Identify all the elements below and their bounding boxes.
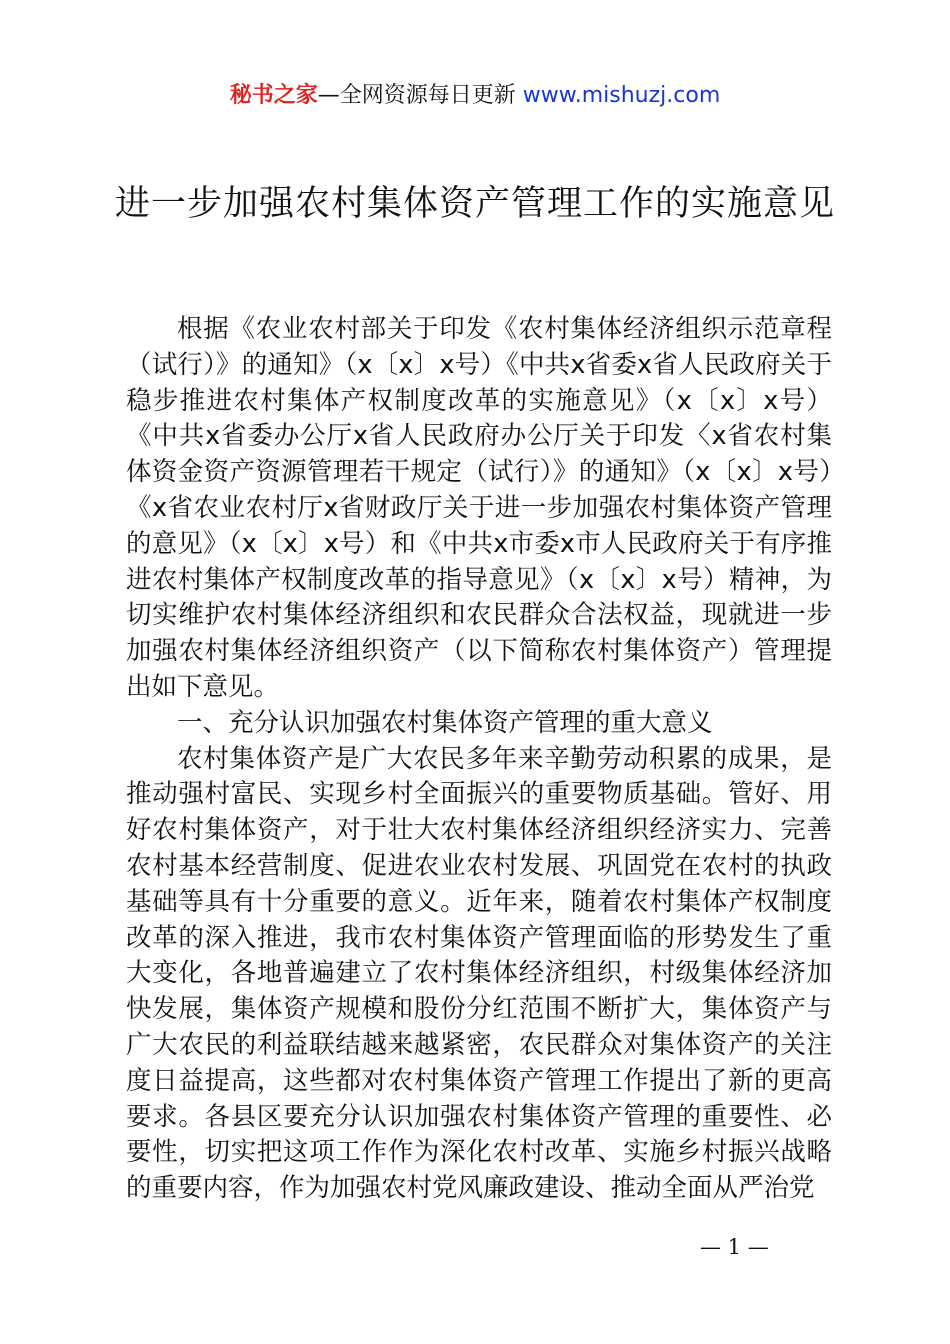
section-heading-1: 一、充分认识加强农村集体资产管理的重大意义	[177, 707, 713, 738]
intro-paragraph: 根据《农业农村部关于印发《农村集体经济组织示范章程（试行）》的通知》（x〔x〕x号）《中共x省委x省人民政府关于稳步推进农村集体产权制度改革的实施意见》（x〔x〕x号）《中共x省委办公厅x省人民政府办公厅关于印发〈x省农村集体资金资产资源管理若干规定（试行）》的通知》（x〔x〕x号）《x省农业农村厅x省财政厅关于进一步加强农村集体资产管理的意见》（x〔x〕x号）和《中共x市委x市人民政府关于有序推进农村集体产权制度改革的指导意见》（x〔x〕x号）精神，为切实维护农村集体经济组织和农民群众合法权益，现就进一步加强农村集体经济组织资产（以下简称农村集体资产）管理提出如下意见。	[126, 314, 832, 702]
body-paragraph: 农村集体资产是广大农民多年来辛勤劳动积累的成果，是推动强村富民、实现乡村全面振兴的重要物质基础。管好、用好农村集体资产，对于壮大农村集体经济组织经济实力、完善农村基本经营制度、促进农业农村发展、巩固党在农村的执政基础等具有十分重要的意义。近年来，随着农村集体产权制度改革的深入推进，我市农村集体资产管理面临的形势发生了重大变化，各地普遍建立了农村集体经济组织，村级集体经济加快发展，集体资产规模和股份分红范围不断扩大，集体资产与广大农民的利益联结越来越紧密，农民群众对集体资产的关注度日益提高，这些都对农村集体资产管理工作提出了新的更高要求。各县区要充分认识加强农村集体资产管理的重要性、必要性，切实把这项工作作为深化农村改革、实施乡村振兴战略的重要内容，作为加强农村党风廉政建设、推动全面从严治党	[126, 743, 832, 1204]
document-body	[126, 312, 832, 1207]
site-url-link[interactable]: www.mishuzj.com	[522, 83, 721, 108]
page-number: — 1 —	[700, 1235, 769, 1259]
document-title: 进一步加强农村集体资产管理工作的实施意见	[115, 184, 836, 224]
site-header	[0, 80, 950, 112]
brand-name: 秘书之家	[229, 83, 318, 108]
header-tagline: —全网资源每日更新	[317, 83, 523, 108]
